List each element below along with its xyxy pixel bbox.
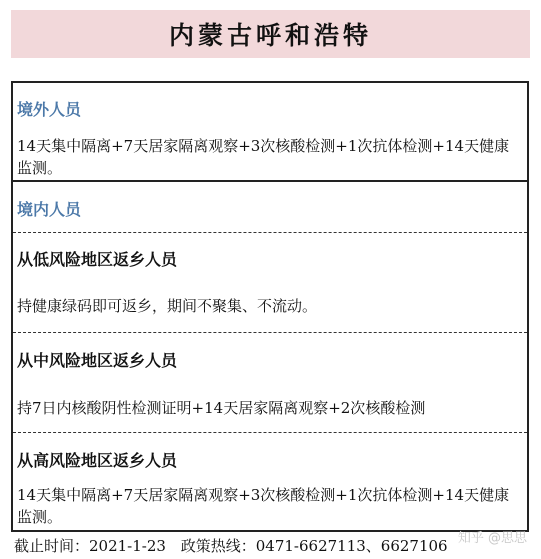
hotline-text: 政策热线：0471-6627113、6627106 <box>180 537 448 555</box>
domestic-section <box>11 180 529 532</box>
page-title: 内蒙古呼和浩特 <box>168 21 372 50</box>
footer <box>14 535 458 556</box>
low-risk-policy-text: 持健康绿码即可返乡，期间不聚集、不流动。 <box>17 297 318 315</box>
high-risk-policy-text: 14天集中隔离+7天居家隔离观察+3次核酸检测+1次抗体检测+14天健康监测。 <box>17 486 510 526</box>
deadline-text: 截止时间：2021-1-23 <box>14 537 166 555</box>
watermark: 知乎 @思思 <box>457 531 527 546</box>
overseas-section <box>11 81 529 182</box>
overseas-policy-text: 14天集中隔离+7天居家隔离观察+3次核酸检测+1次抗体检测+14天健康监测。 <box>17 137 510 177</box>
medium-risk-policy-text: 持7日内核酸阴性检测证明+14天居家隔离观察+2次核酸检测 <box>17 399 426 417</box>
divider <box>13 432 527 433</box>
domestic-heading: 境内人员 <box>17 200 82 219</box>
divider <box>13 232 527 233</box>
low-risk-heading: 从低风险地区返乡人员 <box>17 250 178 269</box>
divider <box>13 332 527 333</box>
title-banner <box>11 10 530 58</box>
medium-risk-heading: 从中风险地区返乡人员 <box>17 351 178 370</box>
overseas-heading: 境外人员 <box>17 100 82 119</box>
high-risk-heading: 从高风险地区返乡人员 <box>17 451 178 470</box>
